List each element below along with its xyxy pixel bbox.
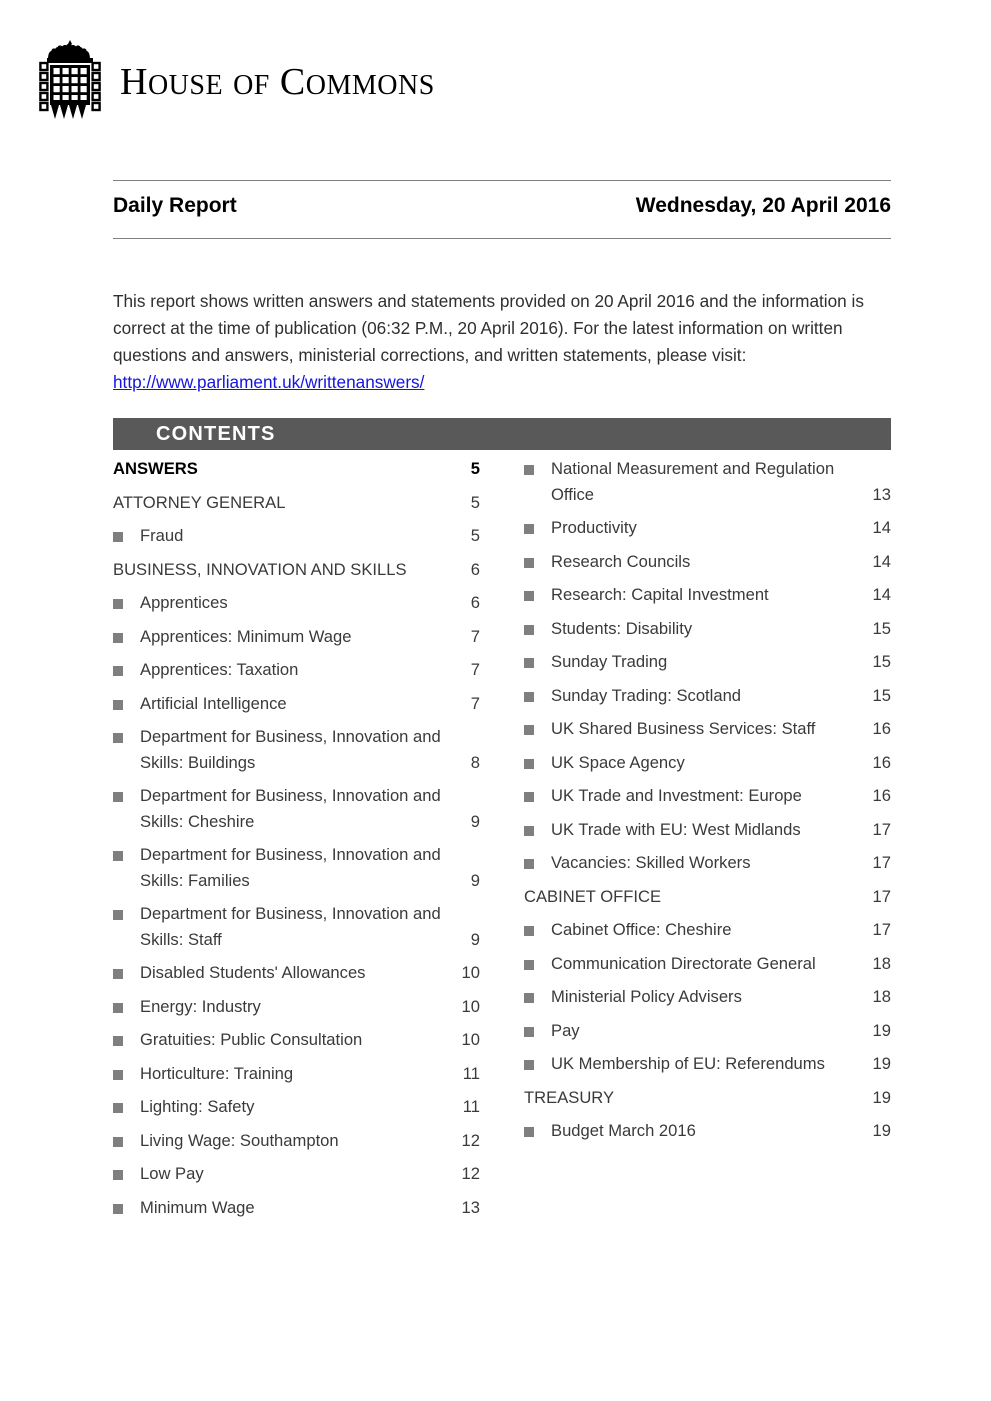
- toc-entry-page-number: 5: [470, 459, 480, 478]
- toc-entry-page-number: 18: [872, 953, 891, 973]
- bullet-cell: [524, 582, 551, 601]
- toc-entry-page-number: 7: [470, 626, 480, 646]
- toc-entry-page-number: 16: [872, 752, 891, 772]
- toc-entry-label: Apprentices: [140, 593, 228, 612]
- toc-item-gratuities-public-consultation[interactable]: [113, 1027, 480, 1053]
- square-bullet-icon: [113, 532, 123, 542]
- square-bullet-icon: [113, 633, 123, 643]
- toc-entry-label: UK Shared Business Services: Staff: [551, 719, 816, 738]
- toc-entry-label: Apprentices: Taxation: [140, 660, 299, 679]
- toc-entry-label: Department for Business, Innovation and Skills: Buildings: [140, 727, 441, 772]
- intro-paragraph: [113, 288, 893, 396]
- square-bullet-icon: [113, 1137, 123, 1147]
- bullet-cell: [524, 456, 551, 475]
- toc-item-living-wage-southampton[interactable]: [113, 1128, 480, 1154]
- toc-entry-label: Department for Business, Innovation and Skills: Cheshire: [140, 786, 441, 831]
- toc-heading-business-innovation-and-skills[interactable]: [113, 557, 480, 583]
- toc-entry-page-number: 14: [872, 518, 891, 537]
- toc-item-vacancies-skilled-workers[interactable]: [524, 850, 891, 876]
- bullet-cell: [113, 691, 140, 710]
- contents-bar: [113, 418, 891, 450]
- toc-entry-page-number: 19: [872, 1087, 891, 1107]
- bullet-cell: [524, 750, 551, 769]
- square-bullet-icon: [524, 826, 534, 836]
- square-bullet-icon: [524, 993, 534, 1003]
- toc-entry-label: ATTORNEY GENERAL: [113, 492, 286, 512]
- toc-item-apprentices[interactable]: [113, 590, 480, 616]
- toc-item-disabled-students-allowances[interactable]: [113, 960, 480, 986]
- bullet-cell: [113, 1195, 140, 1214]
- square-bullet-icon: [524, 725, 534, 735]
- square-bullet-icon: [113, 969, 123, 979]
- toc-item-lighting-safety[interactable]: [113, 1094, 480, 1120]
- toc-entry-page-number: 13: [461, 1197, 480, 1217]
- toc-entry-label: Research: Capital Investment: [551, 585, 769, 604]
- toc-item-research-councils[interactable]: [524, 549, 891, 575]
- bullet-cell: [524, 917, 551, 936]
- bullet-cell: [524, 984, 551, 1003]
- toc-item-minimum-wage[interactable]: [113, 1195, 480, 1221]
- toc-entry-page-number: 19: [872, 1121, 891, 1140]
- square-bullet-icon: [113, 1003, 123, 1013]
- toc-entry-page-number: 14: [872, 585, 891, 604]
- square-bullet-icon: [524, 1127, 534, 1137]
- header-rule-top: [113, 180, 891, 181]
- square-bullet-icon: [524, 926, 534, 936]
- bullet-cell: [113, 783, 140, 802]
- toc-heading-attorney-general[interactable]: [113, 490, 480, 516]
- square-bullet-icon: [524, 792, 534, 802]
- toc-entry-label: Disabled Students' Allowances: [140, 963, 366, 982]
- header-rule-bottom: [113, 238, 891, 239]
- toc-entry-page-number: 5: [470, 526, 480, 545]
- toc-item-apprentices-minimum-wage[interactable]: [113, 624, 480, 650]
- square-bullet-icon: [113, 599, 123, 609]
- toc-entry-page-number: 12: [461, 1130, 480, 1150]
- toc-entry-label: Sunday Trading: [551, 652, 668, 671]
- toc-item-ministerial-policy-advisers[interactable]: [524, 984, 891, 1010]
- bullet-cell: [113, 842, 140, 861]
- toc-entry-page-number: 7: [470, 693, 480, 713]
- toc-entry-label: Energy: Industry: [140, 996, 261, 1016]
- bullet-cell: [113, 724, 140, 743]
- toc-column-right: [524, 456, 891, 1228]
- toc-entry-page-number: 19: [872, 1020, 891, 1040]
- toc-entry-page-number: 9: [470, 811, 480, 831]
- bullet-cell: [524, 515, 551, 534]
- toc-entry-label: Artificial Intelligence: [140, 693, 287, 713]
- bullet-cell: [113, 994, 140, 1013]
- toc-item-artificial-intelligence[interactable]: [113, 691, 480, 717]
- toc-entry-label: Budget March 2016: [551, 1121, 696, 1140]
- square-bullet-icon: [524, 558, 534, 568]
- toc-entry-page-number: 6: [470, 593, 480, 612]
- toc-item-communication-directorate-general[interactable]: [524, 951, 891, 977]
- square-bullet-icon: [113, 1103, 123, 1113]
- square-bullet-icon: [524, 625, 534, 635]
- toc-entry-label: Gratuities: Public Consultation: [140, 1030, 363, 1049]
- toc-entry-label: Research Councils: [551, 551, 691, 571]
- bullet-cell: [113, 1061, 140, 1080]
- toc-entry-page-number: 15: [872, 652, 891, 671]
- toc-entry-label: UK Membership of EU: Referendums: [551, 1054, 825, 1073]
- toc-entry-label: Minimum Wage: [140, 1197, 255, 1217]
- square-bullet-icon: [524, 960, 534, 970]
- toc-entry-page-number: 17: [872, 819, 891, 839]
- toc-entry-label: UK Trade with EU: West Midlands: [551, 819, 801, 839]
- toc-entry-page-number: 5: [470, 492, 480, 512]
- toc-entry-label: Department for Business, Innovation and Skills: Families: [140, 845, 441, 890]
- square-bullet-icon: [113, 700, 123, 710]
- toc-entry-label: Cabinet Office: Cheshire: [551, 920, 732, 939]
- toc-entry-page-number: 17: [872, 886, 891, 906]
- toc-entry-page-number: 16: [872, 786, 891, 805]
- report-date: Wednesday, 20 April 2016: [635, 194, 891, 217]
- bullet-cell: [113, 1027, 140, 1046]
- toc-entry-page-number: 12: [461, 1164, 480, 1183]
- toc-entry-page-number: 11: [462, 1063, 480, 1083]
- bullet-cell: [524, 951, 551, 970]
- toc-entry-label: Fraud: [140, 526, 184, 545]
- toc-entry-page-number: 8: [470, 752, 480, 772]
- toc-entry-page-number: 11: [462, 1097, 480, 1116]
- contents-bar-label: CONTENTS: [156, 422, 276, 445]
- square-bullet-icon: [113, 792, 123, 802]
- report-header: [113, 194, 891, 218]
- toc-entry-label: Vacancies: Skilled Workers: [551, 853, 751, 872]
- bullet-cell: [113, 960, 140, 979]
- toc-item-research-capital-investment[interactable]: [524, 582, 891, 608]
- toc-item-sunday-trading[interactable]: [524, 649, 891, 675]
- report-title: Daily Report: [113, 194, 237, 217]
- toc-item-uk-trade-and-investment-europe[interactable]: [524, 783, 891, 809]
- table-of-contents: [113, 456, 891, 1228]
- toc-entry-label: Horticulture: Training: [140, 1063, 294, 1083]
- toc-entry-label: Apprentices: Minimum Wage: [140, 626, 352, 646]
- intro-text: This report shows written answers and statements provided on 20 April 2016 and the information is correct at the time of publication (06:32 P.M., 20 April 2016). For the latest information on written questions and answers, ministerial corrections, and written statements, please visit:: [113, 291, 864, 365]
- toc-entry-label: National Measurement and Regulation Office: [551, 459, 835, 504]
- toc-item-department-for-business-innovation-and-skills-buildings[interactable]: [113, 724, 480, 775]
- masthead-title-ouse: OUSE: [147, 70, 224, 101]
- toc-entry-label: UK Space Agency: [551, 752, 685, 772]
- toc-column-left: [113, 456, 480, 1228]
- toc-entry-label: Communication Directorate General: [551, 953, 816, 973]
- square-bullet-icon: [524, 692, 534, 702]
- bullet-cell: [524, 683, 551, 702]
- toc-item-horticulture-training[interactable]: [113, 1061, 480, 1087]
- toc-entry-label: CABINET OFFICE: [524, 886, 662, 906]
- toc-entry-page-number: 10: [461, 963, 480, 982]
- toc-entry-label: Sunday Trading: Scotland: [551, 685, 742, 705]
- written-answers-link[interactable]: http://www.parliament.uk/writtenanswers/: [113, 372, 425, 392]
- toc-item-productivity[interactable]: [524, 515, 891, 541]
- toc-section-answers[interactable]: [113, 456, 480, 482]
- toc-entry-label: Low Pay: [140, 1164, 204, 1183]
- toc-item-cabinet-office-cheshire[interactable]: [524, 917, 891, 943]
- toc-entry-page-number: 19: [872, 1054, 891, 1073]
- bullet-cell: [113, 1094, 140, 1113]
- bullet-cell: [524, 817, 551, 836]
- toc-entry-label: ANSWERS: [113, 459, 198, 478]
- square-bullet-icon: [524, 524, 534, 534]
- toc-entry-label: Ministerial Policy Advisers: [551, 987, 742, 1006]
- square-bullet-icon: [113, 910, 123, 920]
- bullet-cell: [113, 901, 140, 920]
- masthead-title-c: C: [279, 61, 306, 103]
- bullet-cell: [524, 549, 551, 568]
- bullet-cell: [113, 1161, 140, 1180]
- toc-entry-page-number: 17: [872, 853, 891, 872]
- toc-entry-label: BUSINESS, INNOVATION AND SKILLS: [113, 559, 407, 579]
- bullet-cell: [524, 783, 551, 802]
- toc-entry-page-number: 10: [461, 996, 480, 1016]
- bullet-cell: [524, 1051, 551, 1070]
- toc-entry-page-number: 16: [872, 719, 891, 738]
- toc-item-students-disability[interactable]: [524, 616, 891, 642]
- square-bullet-icon: [113, 1036, 123, 1046]
- toc-item-energy-industry[interactable]: [113, 994, 480, 1020]
- square-bullet-icon: [524, 658, 534, 668]
- toc-entry-label: Students: Disability: [551, 618, 693, 638]
- toc-entry-label: UK Trade and Investment: Europe: [551, 786, 802, 805]
- toc-heading-treasury[interactable]: [524, 1085, 891, 1111]
- toc-entry-page-number: 13: [872, 484, 891, 504]
- toc-entry-page-number: 17: [872, 920, 891, 939]
- toc-entry-label: Department for Business, Innovation and Skills: Staff: [140, 904, 441, 949]
- toc-item-fraud[interactable]: [113, 523, 480, 549]
- toc-item-uk-trade-with-eu-west-midlands[interactable]: [524, 817, 891, 843]
- bullet-cell: [524, 616, 551, 635]
- toc-entry-label: Lighting: Safety: [140, 1097, 255, 1116]
- square-bullet-icon: [524, 859, 534, 869]
- toc-entry-page-number: 7: [470, 660, 480, 679]
- square-bullet-icon: [524, 1027, 534, 1037]
- square-bullet-icon: [524, 759, 534, 769]
- toc-item-pay[interactable]: [524, 1018, 891, 1044]
- toc-item-department-for-business-innovation-and-skills-cheshire[interactable]: [113, 783, 480, 834]
- toc-item-uk-space-agency[interactable]: [524, 750, 891, 776]
- bullet-cell: [113, 523, 140, 542]
- toc-entry-page-number: 6: [470, 559, 480, 579]
- bullet-cell: [113, 1128, 140, 1147]
- bullet-cell: [113, 657, 140, 676]
- square-bullet-icon: [113, 1204, 123, 1214]
- toc-entry-label: Pay: [551, 1020, 580, 1040]
- bullet-cell: [524, 1018, 551, 1037]
- masthead-title-of: OF: [233, 70, 270, 101]
- toc-item-department-for-business-innovation-and-skills-families[interactable]: [113, 842, 480, 893]
- toc-item-apprentices-taxation[interactable]: [113, 657, 480, 683]
- toc-entry-page-number: 9: [470, 870, 480, 890]
- masthead-title-h: H: [120, 61, 148, 103]
- toc-entry-page-number: 14: [872, 551, 891, 571]
- square-bullet-icon: [524, 465, 534, 475]
- toc-item-uk-membership-of-eu-referendums[interactable]: [524, 1051, 891, 1077]
- bullet-cell: [524, 850, 551, 869]
- square-bullet-icon: [524, 591, 534, 601]
- toc-item-budget-march-2016[interactable]: [524, 1118, 891, 1144]
- toc-entry-label: Productivity: [551, 518, 637, 537]
- toc-entry-page-number: 10: [461, 1030, 480, 1049]
- square-bullet-icon: [113, 666, 123, 676]
- bullet-cell: [524, 649, 551, 668]
- masthead: [36, 36, 435, 128]
- toc-entry-page-number: 15: [872, 685, 891, 705]
- toc-item-national-measurement-and-regulation-office[interactable]: [524, 456, 891, 507]
- toc-entry-page-number: 9: [470, 929, 480, 949]
- square-bullet-icon: [113, 1070, 123, 1080]
- bullet-cell: [524, 1118, 551, 1137]
- toc-item-low-pay[interactable]: [113, 1161, 480, 1187]
- toc-entry-page-number: 18: [872, 987, 891, 1006]
- square-bullet-icon: [113, 1170, 123, 1180]
- square-bullet-icon: [113, 733, 123, 743]
- toc-entry-label: Living Wage: Southampton: [140, 1130, 339, 1150]
- toc-heading-cabinet-office[interactable]: [524, 884, 891, 910]
- masthead-title: [120, 60, 435, 104]
- portcullis-crown-icon: [36, 37, 104, 127]
- bullet-cell: [113, 624, 140, 643]
- square-bullet-icon: [113, 851, 123, 861]
- toc-entry-page-number: 15: [872, 618, 891, 638]
- toc-entry-label: TREASURY: [524, 1087, 615, 1107]
- bullet-cell: [113, 590, 140, 609]
- bullet-cell: [524, 716, 551, 735]
- toc-item-department-for-business-innovation-and-skills-staff[interactable]: [113, 901, 480, 952]
- square-bullet-icon: [524, 1060, 534, 1070]
- toc-item-uk-shared-business-services-staff[interactable]: [524, 716, 891, 742]
- masthead-title-ommons: OMMONS: [305, 70, 435, 101]
- toc-item-sunday-trading-scotland[interactable]: [524, 683, 891, 709]
